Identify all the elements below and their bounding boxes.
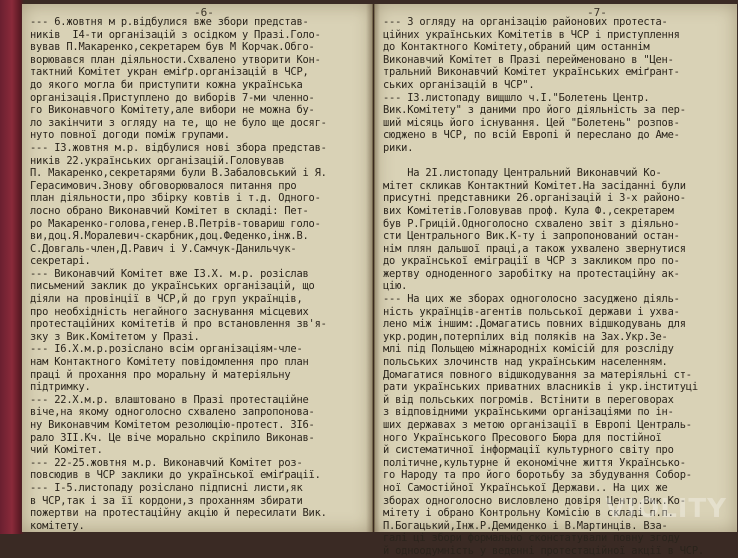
text-line: ший місяць його існування. Цей "Болетень" розпов- [383, 116, 680, 129]
text-line: --- I-5.листопаду розіслано підписні листи,як [30, 481, 303, 494]
text-line: зборах одноголосно висловлено довіря Центр.Вик.Ко- [383, 494, 686, 507]
text-line: --- Виконавчий Комітет вже I3.X. м.р. розіслав [30, 267, 309, 280]
text-line: ного Українського Пресового Бюра для постійної [383, 431, 662, 444]
text-line: мітету і обрано Контрольну Комісію в складі п.п. [383, 507, 674, 520]
text-line: --- З огляду на організацію районових протеста- [383, 16, 668, 28]
text-line: повсюдив в ЧСР заклики до української еміґрації. [30, 469, 321, 482]
text-line: польських злочинств над українським населенням. [383, 356, 668, 369]
text-line: до Контактного Комітету,обраний цим останнім [383, 41, 650, 54]
text-line: чий Комітет. [30, 444, 103, 457]
text-line: лено між іншим:.Домагатись повних відшкодувань для [383, 318, 686, 331]
text-line: вував П.Макаренко,секретарем був М Корчак.Обго- [30, 41, 315, 54]
text-line: го Народу та про його боротьбу за збудування Собор- [383, 469, 692, 482]
left-page-number: -6- [194, 6, 214, 19]
text-line: галі ці збори формально сконстатували повну згоду [383, 532, 680, 545]
watermark-logo: VIOLITY [605, 494, 727, 524]
text-line: ло закінчити з огляду на те, що не було ще досяг- [30, 116, 327, 129]
text-line: жертву одноденного заробітку на протестаційну ак- [383, 267, 680, 280]
text-line: присутні представники 26.організацій і 3-х районо- [383, 192, 686, 205]
text-line: ційних українських Комітетів в ЧСР і приступлення [383, 28, 680, 41]
book-gutter [366, 4, 380, 532]
text-line: зку з Вик.Комітетом у Празі. [30, 330, 200, 343]
text-line: ників I4-ти організацій з осідком у Празі.Голо- [30, 28, 321, 41]
text-line: ної Самостійної Української Держави.. На цих же [383, 481, 668, 494]
text-line: до якого могла би приступити кожна українська [30, 78, 303, 91]
text-line: ворювався план діяльности.Схвалено утворити Кон- [30, 53, 321, 66]
right-page-number: -7- [587, 6, 607, 19]
text-line: ших державах з метою організації в Европі Централь- [383, 419, 692, 431]
text-line: секретарі. [30, 255, 91, 268]
text-line: П.Богацький,Інж.Р.Демиденко і В.Мартинців. Вза- [383, 519, 668, 532]
text-line: --- На цих же зборах одноголосно засуджено діяль- [383, 293, 680, 306]
text-line: --- I6.Х.м.р.розіслано всім організаціям-чле- [30, 343, 303, 356]
text-line: Виконавчий Комітет в Празі перейменовано в "Цен- [383, 53, 674, 66]
text-line: з відповідними українськими організаціями по ін- [383, 406, 674, 419]
text-line: П. Макаренко,секретарями були В.Забаловський і Я. [30, 167, 327, 180]
right-page-text [383, 16, 731, 558]
text-line: підтримку. [30, 381, 91, 394]
text-line: рики. [383, 141, 414, 154]
text-line: план діяльности,про збірку ковтів і т.д. Одного- [30, 192, 321, 205]
text-line: тактний Комітет укран еміґр.організацій в ЧСР, [30, 66, 309, 79]
text-line: го Виконавчого Комітету,але вибори не можна бу- [30, 104, 315, 117]
text-line: тральний Виконавчий Комітет українських еміґрант- [383, 66, 680, 79]
text-line: ників 22.українських організацій.Головував [30, 154, 285, 167]
text-line: комітету. [30, 519, 85, 532]
text-line: --- I3.листопаду вищшло ч.I."Болетень Центр. [383, 91, 650, 104]
text-line: ро Макаренко-голова,генер.В.Петрів-товариш голо- [30, 217, 321, 230]
text-line: був Р.Грицій.Одноголосно схвалено звіт з діяльно- [383, 217, 680, 230]
text-line: діяли на провінції в ЧСР,й до груп українців, [30, 293, 303, 306]
text-line: й систематичної інформації культурного світу про [383, 444, 674, 457]
text-line: ність українців-агентів польської держави і ухва- [383, 305, 680, 318]
text-line: організація.Приступлено до виборів 7-ми членно- [30, 91, 315, 104]
text-line: письмений заклик до українських організацій, що [30, 280, 315, 293]
text-line: рати українських приватних власників і укр.інституці [383, 381, 698, 394]
text-line: --- 22.Х.м.р. влаштовано в Празі протестаційне [30, 393, 309, 406]
text-line: віче,на якому одноголосно схвалено запропонова- [30, 406, 315, 419]
text-line: Герасимович.Знову обговорювалося питання про [30, 179, 297, 192]
text-line: На 2I.листопаду Центральний Виконавчий Ко- [383, 167, 662, 180]
text-line: в ЧСР,так і за її кордони,з проханням збирати [30, 494, 303, 507]
text-line: рало 3II.Кч. Це віче морально скріпило Виконав- [30, 431, 315, 444]
text-line: --- 22-25.жовтня м.р. Виконавчий Комітет роз- [30, 456, 303, 469]
text-line: млі під Польщею міжнародніх комісій для розсліду [383, 343, 674, 356]
text-line: --- 6.жовтня м р.відбулися вже збори представ- [30, 16, 309, 28]
text-line: вих Комітетів.Головував проф. Кула Ф.,секретарем [383, 204, 674, 217]
text-line: нім плян дальшої праці,а також ухвалено звернутися [383, 242, 686, 255]
text-line: --- I3.жовтня м.р. відбулися нові збора представ- [30, 141, 327, 154]
text-line: протестаційних комітетів й про встановлення зв'я- [30, 318, 327, 331]
text-line: політичне,культурне й економічне життя Українсько- [383, 456, 686, 469]
text-line: лосно обрано Виконавчий Комітет в складі: Пет- [30, 204, 309, 217]
text-line: С.Довгаль-член,Д.Равич і У.Самчук-Данильчук- [30, 242, 297, 255]
left-page-text [30, 16, 366, 532]
text-line: й від польських погромів. Встінити в переговорах [383, 393, 674, 406]
text-line: ви,доц.Я.Моралевич-скарбник,доц.Феденко,інж.В. [30, 230, 309, 243]
text-line: ських організацій в ЧСР". [383, 78, 535, 91]
text-line: ну Виконавчим Комітетом резолюцію-протест. 3I6- [30, 419, 315, 431]
right-page [374, 4, 737, 557]
text-line: сти Центрального Вик.К-ту і запропонований остан- [383, 230, 680, 243]
text-line: до української еміграції в ЧСР з закликом про по- [383, 255, 680, 268]
text-line: й одноодумність у веденні протестаційної акції в ЧСР. [383, 544, 704, 557]
text-line: мітет скликав Контактний Комітет.На засіданні були [383, 179, 686, 192]
text-line: праці й прохання про моральну й матеріяльну [30, 368, 291, 381]
text-line: про необхідність негайного заснування місцевих [30, 305, 309, 318]
text-line: цію. [383, 280, 408, 293]
text-line: сюджено в ЧСР, по всій Европі й переслано до Аме- [383, 129, 680, 142]
text-line: Домагатися повного відшкодування за матеріяльні ст- [383, 368, 692, 381]
left-page [22, 4, 373, 532]
text-line: нам Контактного Комітету повідомлення про план [30, 356, 309, 369]
text-line: пожертви на протестаційну акцію й пересилати Вик. [30, 507, 327, 520]
text-line [383, 155, 731, 168]
text-line: нуто повної догоди поміж групами. [30, 129, 230, 142]
text-line: укр.родин,потерпілих від поляків на Зах.Укр.Зе- [383, 330, 668, 343]
text-line: Вик.Комітету" з даними про його діяльність за пер- [383, 104, 686, 117]
